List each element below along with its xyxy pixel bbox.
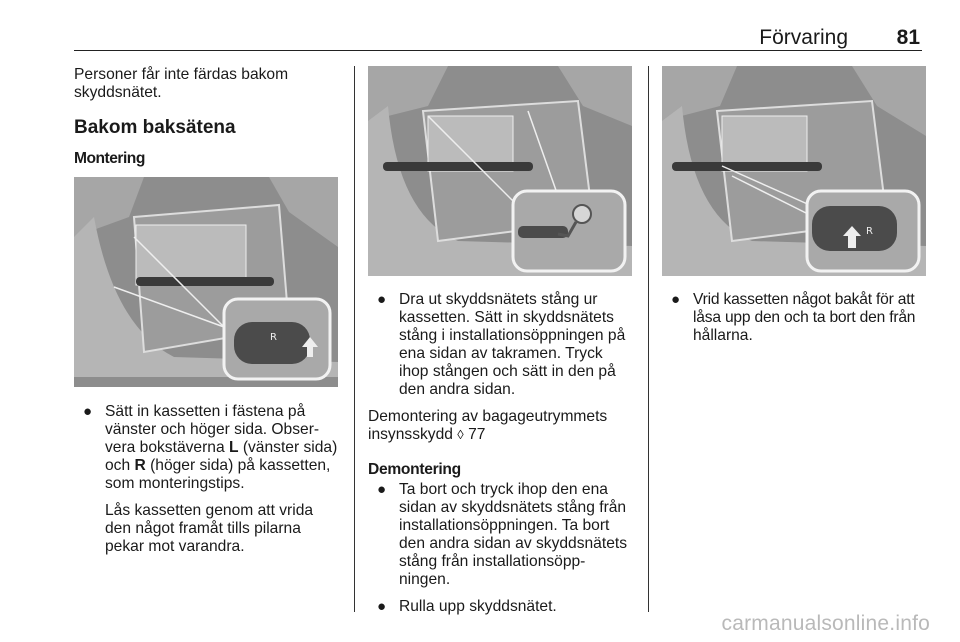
watermark: carmanualsonline.info <box>721 612 930 635</box>
list-item-roll-up: ● Rulla upp skyddsnätet. <box>377 598 557 615</box>
bullet-icon: ● <box>377 481 387 498</box>
intro-line-2: skyddsnätet. <box>74 84 162 101</box>
paragraph-lock-cassette: Lås kassetten genom att vrida den något framåt tills pilarna pekar mot varandra. <box>105 502 314 555</box>
column-3 <box>662 66 932 345</box>
page-header <box>74 26 920 50</box>
figure-unlock-cassette <box>662 66 926 276</box>
figure-insert-bar <box>368 66 632 276</box>
intro-line-1: Personer får inte färdas bakom <box>74 66 289 83</box>
chapter-title: Förvaring <box>759 26 848 49</box>
column-divider-1 <box>354 66 355 612</box>
page-reference: 77 <box>468 426 486 443</box>
bullet-icon: ● <box>377 291 387 308</box>
subsection-title-montering: Montering <box>74 150 145 167</box>
reference-arrow-icon: ◊ <box>457 427 464 442</box>
header-rule <box>74 50 922 51</box>
column-divider-2 <box>648 66 649 612</box>
list-item-mount-cassette: ● Sätt in kassetten i fästena på vänster och höger sida. Obser- vera bokstäverna L (vänster sida) och R (höger sida) på kassetten, som monteringstips. <box>83 403 338 492</box>
bullet-icon: ● <box>671 291 681 308</box>
figure-3-label-r: R <box>866 226 873 237</box>
list-item-unlock-cassette: ● Vrid kassetten något bakåt för att låsa upp den och ta bort den från hållarna. <box>671 291 916 344</box>
column-2 <box>368 66 640 616</box>
bullet-icon: ● <box>377 598 387 615</box>
list-item-remove-bar: ● Ta bort och tryck ihop den ena sidan av skyddsnätets stång från installationsöppningen. Ta bort den andra sidan av skyddsnätets stång från installationsöpp- ningen. <box>377 481 627 588</box>
page-number: 81 <box>896 26 920 49</box>
paragraph-cover-reference: Demontering av bagageutrymmets insynsskydd ◊ 77 <box>368 408 608 443</box>
list-item-insert-bar: ● Dra ut skyddsnätets stång ur kassetten. Sätt in skyddsnätets stång i installationsöppningen på ena sidan av takramen. Tryck ihop stången och sätt in den på den andra sidan. <box>377 291 626 398</box>
bullet-icon: ● <box>83 403 93 420</box>
figure-mounting-cassette <box>74 177 338 387</box>
column-1 <box>74 66 346 556</box>
section-title: Bakom baksätena <box>74 117 236 138</box>
figure-1-label-r: R <box>270 332 277 343</box>
subsection-title-demontering: Demontering <box>368 461 461 478</box>
